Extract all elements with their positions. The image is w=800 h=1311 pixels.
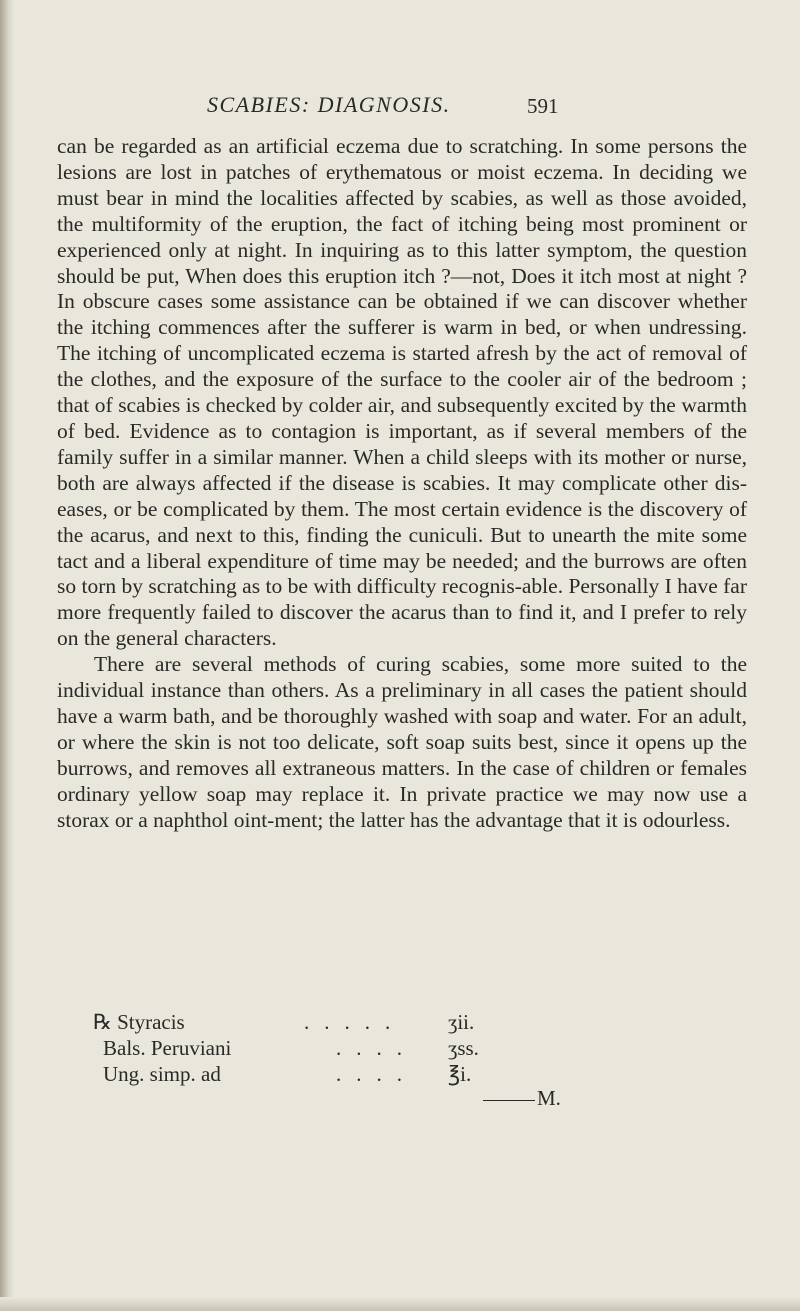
prescription-ingredient: Bals. Peruviani [103,1035,232,1060]
misce-label: M. [537,1086,561,1110]
prescription-line [93,1036,593,1062]
paragraph-diagnosis: can be regarded as an artificial eczema due to scratching. In some persons the lesions are lost in patches of erythematous or moist eczema. In deciding we must bear in mind the localities affected by scabies, as well as those avoided, the multiformity of the eruption, the fact of itching being most prominent or experienced only at night. In inquiring as to this latter symptom, the question should be put, When does this eruption itch ?—not, Does it itch most at night ? In obscure cases some assistance can be obtained if we can discover whether the itching commences after the sufferer is warm in bed, or when undressing. The itching of uncomplicated eczema is started afresh by the act of removal of the clothes, and the exposure of the surface to the cooler air of the bedroom ; that of scabies is checked by colder air, and subsequently excited by the warmth of bed. Evidence as to contagion is important, as if several members of the family suffer in a similar manner. When a child sleeps with its mother or nurse, both are always affected if the disease is scabies. It may complicate other dis-eases, or be complicated by them. The most certain evidence is the discovery of the acarus, and next to this, finding the cuniculi. But to unearth the mite some tact and a liberal expenditure of time may be needed; and the burrows are often so torn by scratching as to be with difficulty recognis-able. Personally I have far more frequently failed to discover the acarus than to find it, and I prefer to rely on the general characters. [57,134,747,651]
prescription-ingredient: Ung. simp. ad [103,1061,221,1086]
paragraph-treatment: There are several methods of curing scabies, some more suited to the individual instance than others. As a preliminary in all cases the patient should have a warm bath, and be thoroughly washed with soap and water. For an adult, or where the skin is not too delicate, soft soap suits best, since it opens up the burrows, and removes all extraneous matters. In the case of children or females ordinary yellow soap may replace it. In private practice we may now use a storax or a naphthol oint-ment; the latter has the advantage that it is odourless. [57,652,747,832]
misce-rule [483,1100,535,1101]
page-bottom-edge [0,1297,800,1311]
prescription-quantity: ℥i. [448,1061,472,1086]
running-head-title: SCABIES: DIAGNOSIS. [207,92,451,117]
prescription-leader-dots: .... [336,1061,417,1086]
prescription-line [93,1062,593,1088]
prescription-leader-dots: .... [336,1035,417,1060]
page-number: 591 [527,94,559,118]
prescription-quantity: ʒii. [448,1010,475,1034]
running-head [0,92,800,122]
prescription-line [93,1010,593,1036]
prescription-misce [483,1086,561,1111]
prescription-ingredient: ℞ Styracis [93,1010,185,1034]
prescription-leader-dots: ..... [304,1010,406,1034]
page-binding-shadow [0,0,14,1311]
body-text [57,134,747,833]
prescription-quantity: ʒss. [448,1035,479,1060]
prescription [93,1010,593,1088]
